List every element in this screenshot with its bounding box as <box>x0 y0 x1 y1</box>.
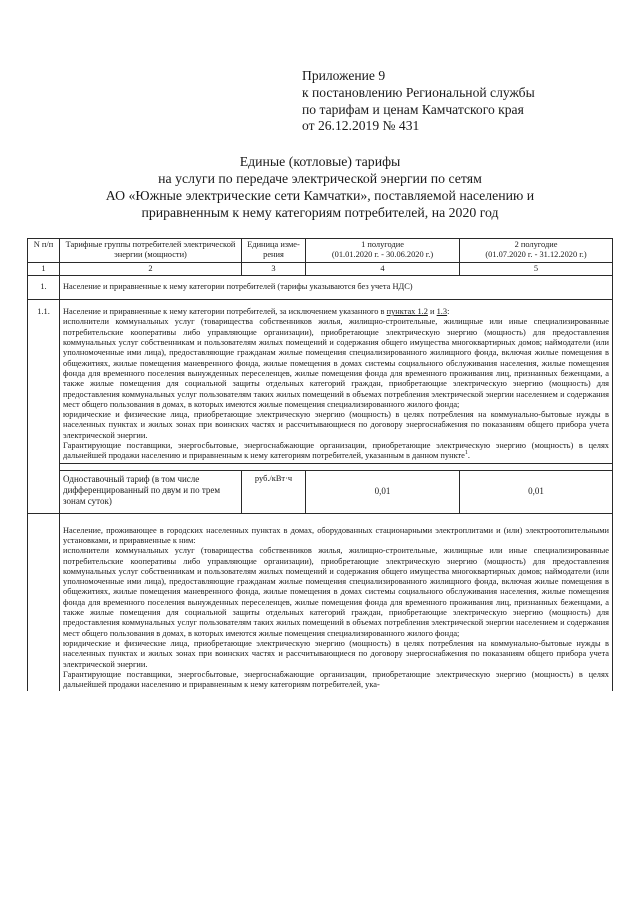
section-num: 1. <box>28 275 60 299</box>
table-header-row <box>28 239 613 263</box>
section-title: Население и приравненные к нему категории потребителей (тарифы указываются без учета НДС) <box>60 275 613 299</box>
appendix-line: по тарифам и ценам Камчатского края <box>302 101 524 117</box>
tariff-value-half2: 0,01 <box>460 470 613 513</box>
spacer-row <box>28 463 613 470</box>
header-group: Тарифные группы потребителей электрической энергии (мощности) <box>60 239 242 263</box>
document-title <box>0 153 640 221</box>
appendix-line: к постановлению Региональной службы <box>302 84 535 100</box>
row-1-1-intro: Население и приравненные к нему категории потребителей, за исключением указанного в <box>63 307 385 317</box>
row-num: 1.1. <box>28 300 60 513</box>
tariff-value-half1: 0,01 <box>306 470 460 513</box>
title-line: АО «Южные электрические сети Камчатки», поставляемой населению и <box>105 188 535 203</box>
title-line: Единые (котловые) тарифы <box>239 154 401 169</box>
appendix-line: от 26.12.2019 № 431 <box>302 118 420 134</box>
row-1-2-para2: юридические и физические лица, приобретающие электрическую энергию (мощность) в целях потребления на коммунально-бытовые нужды в населенных пунктах и жилых зонах при воинских частях и рассчитывающиеся по договору энергоснабжения по показаниям общего прибора учета электрической энергии. <box>63 638 609 669</box>
section-row <box>28 275 613 299</box>
tariff-label: Одноставочный тариф (в том числе дифференцированный по двум и по трем зонам суток) <box>60 470 242 513</box>
appendix-block <box>302 68 535 135</box>
header-half1-title: 1 полугодие <box>361 240 404 249</box>
column-number: 5 <box>460 262 613 275</box>
column-number: 1 <box>28 262 60 275</box>
tariff-unit: руб./кВт·ч <box>242 470 306 513</box>
link-item-1-3[interactable]: 1.3 <box>436 307 448 317</box>
footnote-marker: 1 <box>464 450 468 457</box>
row-1-1-text <box>60 300 613 463</box>
row-1-2-intro: Население, проживающее в городских населенных пунктах в домах, оборудованных стационарными электроплитами и (или) электроотопительными установками, и приравненные к ним: <box>63 525 609 545</box>
row-1-1-period: . <box>467 451 470 461</box>
tariff-row <box>28 470 613 513</box>
row-1-1-para2: юридические и физические лица, приобретающие электрическую энергию (мощность) в целях потребления на коммунально-бытовые нужды в населенных пунктах и жилых зонах при воинских частях и рассчитывающиеся по договору энергоснабжения по показаниям общего прибора учета электрической энергии. <box>63 410 609 440</box>
spacer-cell <box>60 463 613 470</box>
row-1-1-colon: : <box>447 307 450 317</box>
header-half2-title: 2 полугодие <box>514 240 558 249</box>
header-num: N п/п <box>28 239 60 263</box>
row-1-1 <box>28 300 613 463</box>
row-1-2-text <box>60 513 613 691</box>
header-half2-period: (01.07.2020 г. - 31.12.2020 г.) <box>485 250 587 260</box>
tariff-table <box>27 238 613 691</box>
row-1-2-para3: Гарантирующие поставщики, энергосбытовые, энергоснабжающие организации, приобретающие электрическую энергию (мощность) в целях дальнейшей продажи населению и приравненным к нему категориям потребителей, ука- <box>63 669 609 690</box>
row-1-1-and: и <box>430 307 435 317</box>
row-1-1-para3: Гарантирующие поставщики, энергосбытовые, энергоснабжающие организации, приобретающие электрическую энергию (мощность) в целях дальнейшей продажи населению и приравненным к нему категориям потребителей, указанным в данном пункте <box>63 441 609 461</box>
header-unit: Единица изме-рения <box>242 239 306 263</box>
column-number: 4 <box>306 262 460 275</box>
header-half1-period: (01.01.2020 г. - 30.06.2020 г.) <box>331 250 434 260</box>
title-line: на услуги по передаче электрической энергии по сетям <box>158 171 482 186</box>
row-num-empty <box>28 513 60 691</box>
link-item-1-2[interactable]: пунктах 1.2 <box>386 307 428 317</box>
column-number: 3 <box>242 262 306 275</box>
row-1-2 <box>28 513 613 691</box>
column-number-row <box>28 262 613 275</box>
column-number: 2 <box>60 262 242 275</box>
row-1-1-para1: исполнители коммунальных услуг (товарищества собственников жилья, жилищно-строительные, жилищные или иные специализированные потребительские кооперативы либо управляющие организации), приобретающие электрическую энергию (мощность) для предоставления коммунальных услуг собственникам и пользователям жилых помещений и содержания общего имущества многоквартирных домов; наймодатели (или уполномоченные ими лица), предоставляющие гражданам жилые помещения специализированного жилищного фонда, включая жилые помещения в общежитиях, жилые помещения маневренного фонда, жилые помещения в домах системы социального обслуживания населения, жилые помещения фонда для временного поселения вынужденных переселенцев, жилые помещения фонда для временного проживания лиц, признанных беженцами, а также жилые помещения для социальной защиты отдельных категорий граждан, приобретающие электрическую энергию (мощность) для предоставления коммунальных услуг пользователям таких жилых помещений в объемах потребления электрической энергии населением и содержания мест общего пользования в домах, в которых имеются жилые помещения специализированного жилого фонда; <box>63 317 609 409</box>
header-half1 <box>306 239 460 263</box>
row-1-2-para1: исполнители коммунальных услуг (товарищества собственников жилья, жилищно-строительные, жилищные или иные специализированные потребительские кооперативы либо управляющие организации), приобретающие электрическую энергию (мощность) для предоставления коммунальных услуг собственникам и пользователям жилых помещений и содержания общего имущества многоквартирных домов; наймодатели (или уполномоченные ими лица), предоставляющие гражданам жилые помещения специализированного жилищного фонда, включая жилые помещения в общежитиях, жилые помещения маневренного фонда, жилые помещения в домах системы социального обслуживания населения, жилые помещения фонда для временного поселения вынужденных переселенцев, жилые помещения фонда для временного проживания лиц, признанных беженцами, а также жилые помещения для социальной защиты отдельных категорий граждан, приобретающие электрическую энергию (мощность) для предоставления коммунальных услуг пользователям таких жилых помещений в объемах потребления электрической энергии населением и содержания мест общего пользования в домах, в которых имеются жилые помещения специализированного жилого фонда; <box>63 546 609 638</box>
appendix-line: Приложение 9 <box>302 68 386 83</box>
title-line: приравненным к нему категориям потребителей, на 2020 год <box>141 205 499 220</box>
header-half2 <box>460 239 613 263</box>
